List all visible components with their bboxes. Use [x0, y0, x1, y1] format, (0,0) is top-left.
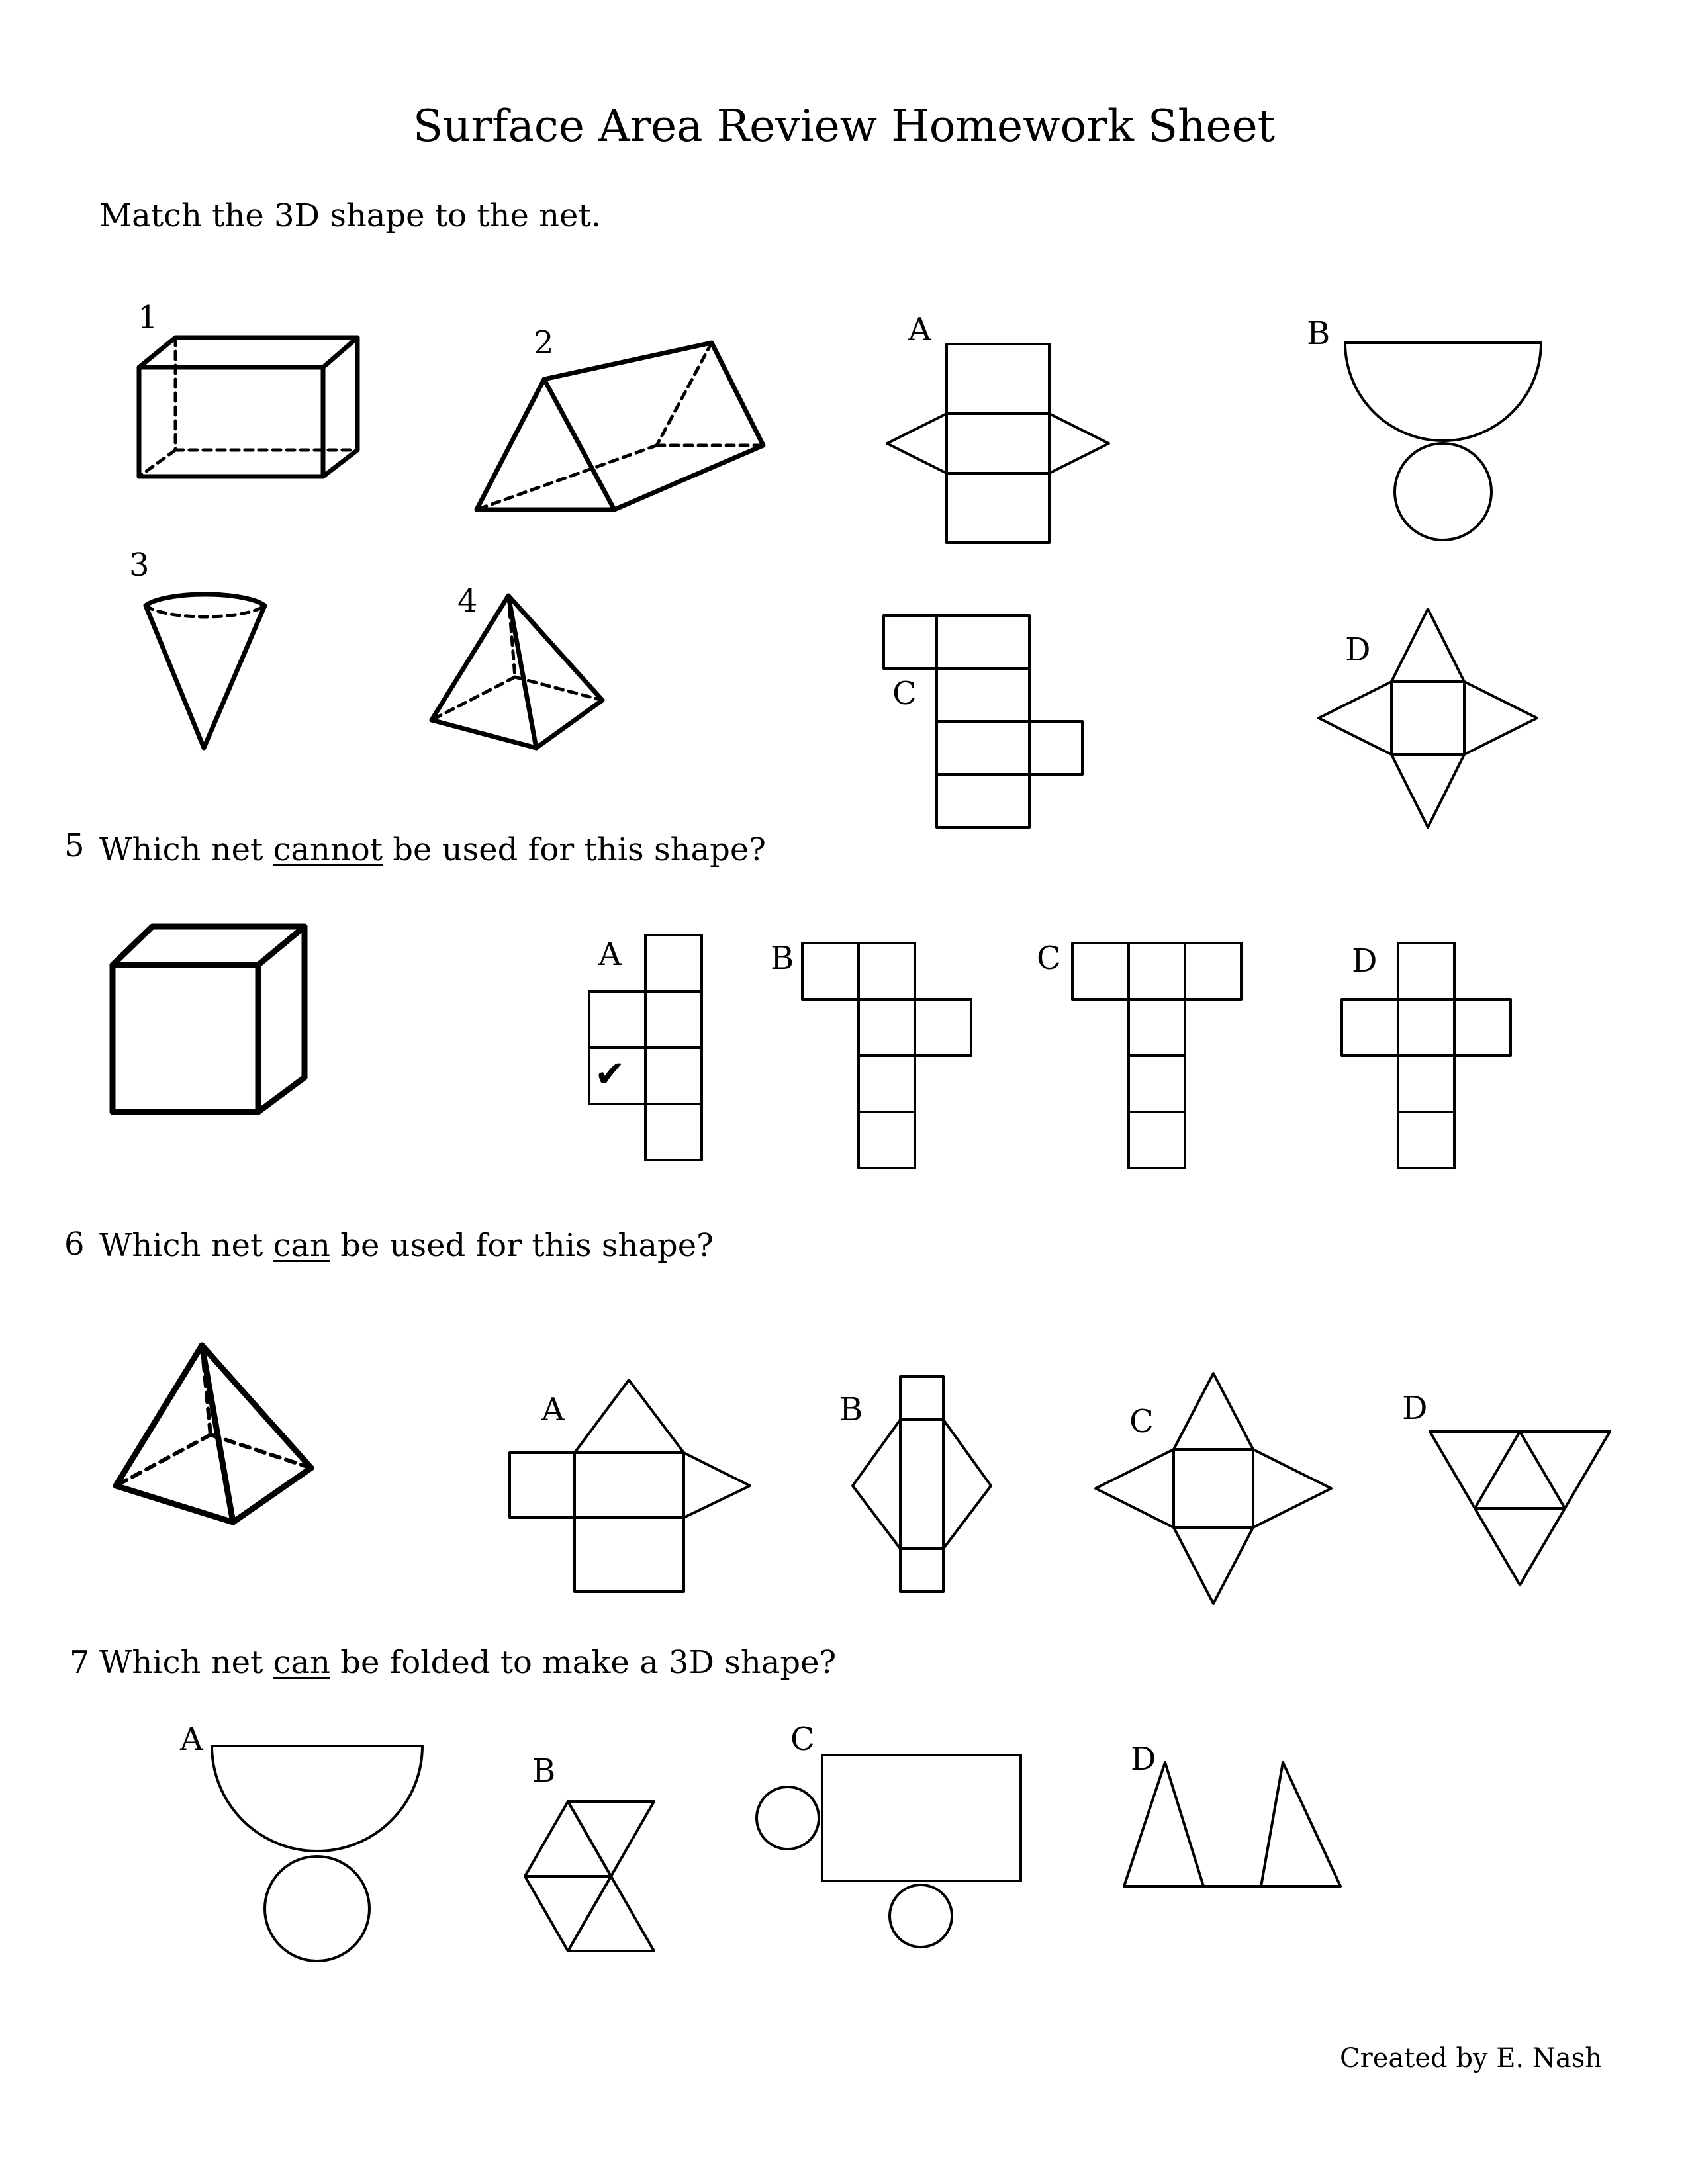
q6-square-pyramid-figure [116, 1345, 311, 1522]
q5-option-a-label: A [598, 936, 622, 973]
net-d-label: D [1345, 631, 1371, 668]
square-pyramid-figure-match [432, 596, 602, 748]
q6-option-d-label: D [1402, 1390, 1428, 1427]
q7-net-c [757, 1755, 1021, 1947]
shape-3-label: 3 [129, 547, 150, 584]
q5-cube-figure [113, 927, 305, 1112]
net-b-label: B [1307, 315, 1331, 352]
question-5-prefix: Which net [99, 831, 273, 868]
match-instruction: Match the 3D shape to the net. [99, 197, 601, 234]
q7-net-d [1124, 1762, 1340, 1886]
shape-4-label: 4 [457, 582, 478, 619]
cone-figure [146, 594, 265, 748]
net-a-triangular-prism [887, 344, 1109, 543]
q6-net-c [1096, 1373, 1331, 1604]
triangular-prism-figure [477, 343, 763, 510]
question-6-emphasis: can [273, 1227, 330, 1264]
q5-option-d-label: D [1352, 942, 1378, 979]
q5-option-b-label: B [771, 940, 794, 977]
q6-option-a-label: A [541, 1391, 565, 1428]
q5-net-c [1072, 943, 1241, 1168]
q5-net-d [1342, 943, 1511, 1168]
q5-net-a [589, 935, 702, 1160]
question-7-prefix: Which net [99, 1644, 273, 1681]
q7-option-b-label: B [532, 1752, 556, 1790]
net-d-square-pyramid [1319, 609, 1537, 827]
net-b-cone [1345, 343, 1541, 540]
question-6-prefix: Which net [99, 1227, 273, 1264]
q6-net-a [510, 1380, 750, 1592]
rectangular-prism-figure [139, 338, 357, 477]
question-5-suffix: be used for this shape? [383, 831, 766, 868]
question-5-emphasis: cannot [273, 831, 383, 868]
question-6-number: 6 [64, 1226, 85, 1263]
net-a-label: A [908, 311, 931, 348]
q6-option-c-label: C [1129, 1403, 1154, 1440]
q7-option-a-label: A [180, 1721, 203, 1758]
page-title: Surface Area Review Homework Sheet [412, 101, 1276, 152]
question-7-suffix: be folded to make a 3D shape? [330, 1644, 837, 1681]
q7-net-a [212, 1746, 422, 1961]
author-credit: Created by E. Nash [1340, 2043, 1602, 2073]
q5-check-mark: ✔ [594, 1053, 626, 1096]
q7-net-b [525, 1801, 654, 1951]
question-7-number: 7 [70, 1644, 90, 1681]
shape-1-label: 1 [138, 299, 158, 336]
q6-net-d [1430, 1432, 1610, 1585]
q5-net-b [802, 943, 971, 1168]
net-c-label: C [892, 675, 917, 712]
shape-2-label: 2 [534, 324, 554, 361]
question-6-suffix: be used for this shape? [330, 1227, 714, 1264]
question-7-emphasis: can [273, 1644, 330, 1681]
q6-net-b [853, 1377, 991, 1592]
q7-option-c-label: C [790, 1721, 815, 1758]
question-5-number: 5 [64, 827, 85, 864]
q6-option-b-label: B [839, 1391, 863, 1428]
net-c-rectangular-prism [884, 615, 1082, 827]
q5-option-c-label: C [1037, 940, 1061, 977]
q7-option-d-label: D [1131, 1741, 1156, 1778]
